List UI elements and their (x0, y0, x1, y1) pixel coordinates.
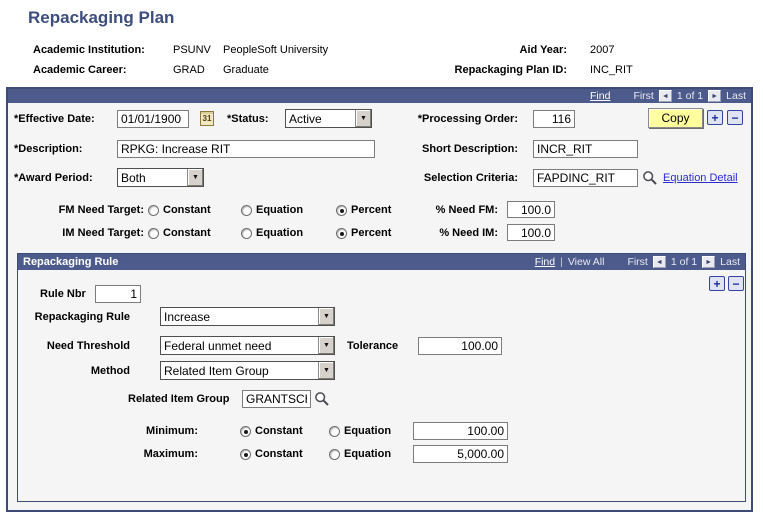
fm-equation-radio[interactable] (241, 205, 252, 216)
im-constant-radio-label: Constant (163, 227, 211, 239)
rule-delete-row-button[interactable]: − (728, 276, 744, 291)
rule-last-link[interactable]: Last (720, 256, 740, 268)
academic-institution-name: PeopleSoft University (223, 44, 329, 56)
effective-date-label: *Effective Date: (14, 113, 95, 125)
im-need-target-label: IM Need Target: (62, 227, 144, 239)
minimum-label: Minimum: (146, 425, 198, 437)
plan-nav-bar (8, 89, 751, 103)
rule-nbr-input[interactable] (95, 285, 141, 303)
next-arrow-icon: ► (711, 92, 719, 100)
method-select[interactable] (160, 361, 335, 380)
calendar-icon[interactable]: 31 (200, 111, 214, 126)
im-equation-radio-label: Equation (256, 227, 304, 239)
chevron-down-icon: ▼ (355, 110, 371, 127)
fm-equation-radio-label: Equation (256, 204, 304, 216)
rule-find-link[interactable]: Find (534, 256, 556, 268)
pct-need-fm-input[interactable] (507, 201, 555, 218)
copy-button[interactable]: Copy (648, 108, 703, 128)
delete-row-button[interactable]: − (727, 110, 743, 125)
rule-nbr-label: Rule Nbr (40, 288, 86, 300)
view-all-link[interactable]: View All (567, 256, 605, 268)
fm-constant-radio-label: Constant (163, 204, 211, 216)
maximum-equation-radio-label: Equation (344, 448, 392, 460)
pct-need-im-input[interactable] (507, 224, 555, 241)
tolerance-label: Tolerance (347, 340, 399, 352)
repackaging-rule-select-value: Increase (164, 310, 211, 324)
aid-year-label: Aid Year: (519, 44, 567, 56)
minimum-equation-radio-label: Equation (344, 425, 392, 437)
row-position-indicator: 1 of 1 (676, 90, 704, 102)
method-label: Method (90, 365, 130, 377)
pct-need-im-label: % Need IM: (439, 227, 498, 239)
maximum-equation-radio[interactable] (329, 449, 340, 460)
pct-need-fm-label: % Need FM: (435, 204, 498, 216)
related-item-group-lookup-icon[interactable] (314, 391, 330, 407)
chevron-down-icon: ▼ (187, 169, 203, 186)
need-threshold-label: Need Threshold (46, 340, 130, 352)
maximum-constant-radio-label: Constant (255, 448, 303, 460)
repackaging-rule-label: Repackaging Rule (34, 311, 130, 323)
minimum-constant-radio[interactable] (240, 426, 251, 437)
related-item-group-label: Related Item Group (128, 393, 230, 405)
processing-order-label: *Processing Order: (417, 113, 518, 125)
minimum-constant-radio-label: Constant (255, 425, 303, 437)
method-select-value: Related Item Group (164, 364, 269, 378)
academic-institution-label: Academic Institution: (33, 44, 145, 56)
fm-percent-radio-label: Percent (351, 204, 392, 216)
chevron-down-icon: ▼ (318, 337, 334, 354)
repackaging-rule-select[interactable] (160, 307, 335, 326)
chevron-down-icon: ▼ (318, 362, 334, 379)
aid-year-value: 2007 (590, 44, 615, 56)
award-period-select-value: Both (121, 171, 146, 185)
maximum-input[interactable] (413, 445, 508, 463)
need-threshold-select[interactable] (160, 336, 335, 355)
rule-previous-row-button[interactable] (653, 256, 666, 268)
effective-date-input[interactable] (117, 110, 189, 128)
fm-constant-radio[interactable] (148, 205, 159, 216)
page-title: Repackaging Plan (28, 8, 175, 27)
minimum-input[interactable] (413, 422, 508, 440)
first-link[interactable]: First (633, 90, 654, 102)
rule-next-row-button[interactable] (702, 256, 715, 268)
rule-row-position-indicator: 1 of 1 (670, 256, 698, 268)
prev-arrow-icon: ◄ (661, 92, 669, 100)
tolerance-input[interactable] (418, 337, 502, 355)
short-description-label: Short Description: (422, 143, 518, 155)
maximum-constant-radio[interactable] (240, 449, 251, 460)
processing-order-input[interactable] (533, 110, 575, 128)
rule-add-row-button[interactable]: + (709, 276, 725, 291)
im-percent-radio[interactable] (336, 228, 347, 239)
last-link[interactable]: Last (726, 90, 746, 102)
status-select-value: Active (289, 112, 322, 126)
equation-detail-link[interactable]: Equation Detail (663, 172, 738, 184)
prev-arrow-icon: ◄ (655, 258, 663, 266)
award-period-select[interactable] (117, 168, 204, 187)
short-description-input[interactable] (533, 140, 638, 158)
academic-career-name: Graduate (223, 64, 269, 76)
need-threshold-select-value: Federal unmet need (164, 339, 272, 353)
minimum-equation-radio[interactable] (329, 426, 340, 437)
plan-id-value: INC_RIT (590, 64, 633, 76)
academic-institution-code: PSUNV (173, 44, 211, 56)
im-constant-radio[interactable] (148, 228, 159, 239)
description-input[interactable] (117, 140, 375, 158)
nav-separator: | (560, 256, 563, 268)
next-arrow-icon: ► (705, 258, 713, 266)
academic-career-code: GRAD (173, 64, 205, 76)
im-percent-radio-label: Percent (351, 227, 392, 239)
next-row-button[interactable] (708, 90, 721, 102)
rule-first-link[interactable]: First (627, 256, 648, 268)
selection-criteria-label: Selection Criteria: (423, 172, 518, 184)
selection-criteria-lookup-icon[interactable] (642, 170, 658, 186)
rule-nav-bar (18, 254, 745, 270)
find-link[interactable]: Find (590, 90, 611, 102)
maximum-label: Maximum: (143, 448, 198, 460)
status-select[interactable] (285, 109, 372, 128)
im-equation-radio[interactable] (241, 228, 252, 239)
fm-percent-radio[interactable] (336, 205, 347, 216)
status-label: *Status: (227, 113, 269, 125)
add-row-button[interactable]: + (707, 110, 723, 125)
description-label: *Description: (14, 143, 83, 155)
award-period-label: *Award Period: (14, 172, 93, 184)
academic-career-label: Academic Career: (33, 64, 127, 76)
rule-section-title: Repackaging Rule (23, 256, 119, 268)
related-item-group-input[interactable] (242, 390, 311, 408)
fm-need-target-label: FM Need Target: (58, 204, 144, 216)
selection-criteria-input[interactable] (533, 169, 638, 187)
plan-id-label: Repackaging Plan ID: (454, 64, 567, 76)
previous-row-button[interactable] (659, 90, 672, 102)
chevron-down-icon: ▼ (318, 308, 334, 325)
